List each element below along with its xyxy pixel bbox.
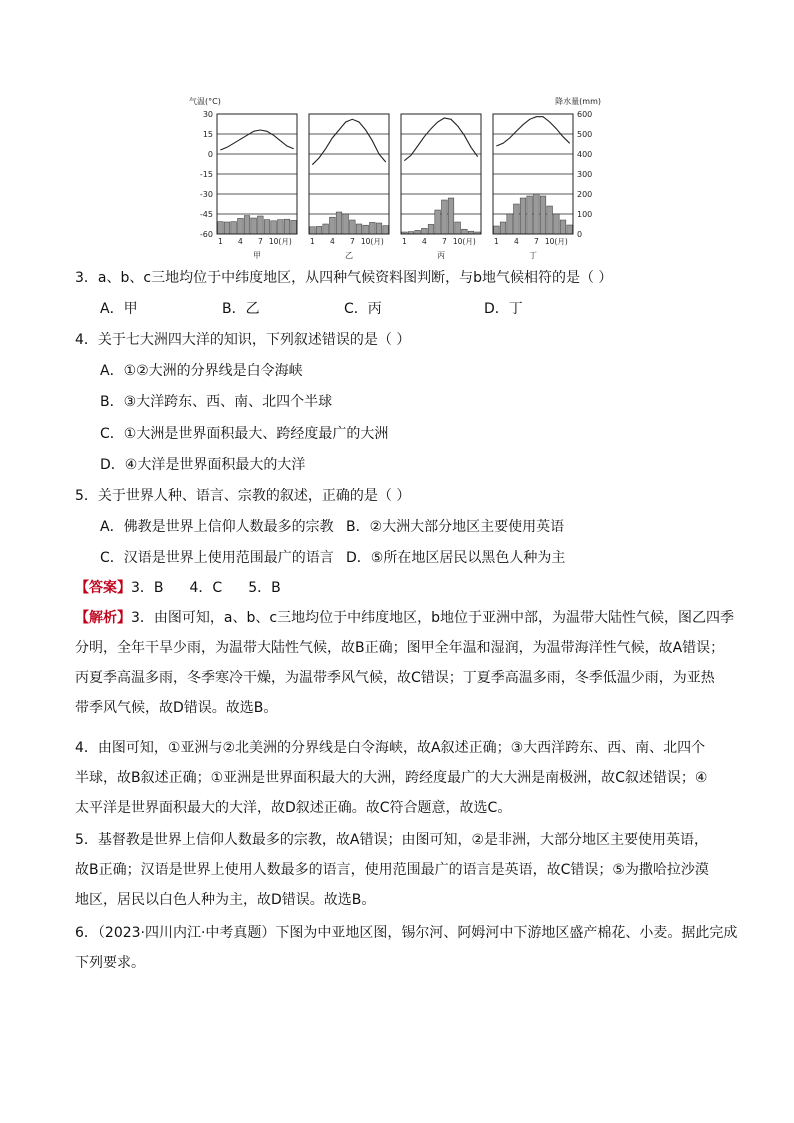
precip-tick-label: 400 [577,150,593,159]
question-5-options-row2 [100,548,565,568]
precip-bar [343,214,349,234]
precip-bar [284,219,290,234]
panel-name: 甲 [253,251,261,260]
q5-option-b: B．②大洲大部分地区主要使用英语 [346,519,565,535]
question-6-line-2: 下列要求。 [75,955,145,971]
precip-bar [278,220,284,234]
question-3-options [100,299,523,319]
month-tick-label: 4 [421,237,427,246]
analysis-5-line-3: 地区，居民以白色人种为主，故D错误。故选B。 [75,892,376,908]
month-tick-label: 7 [257,237,263,246]
month-tick-label: 1 [493,237,499,246]
precip-bar [442,200,448,234]
month-tick-label: 1 [309,237,315,246]
answer-5: 5．B [248,580,281,596]
precip-bar [500,222,506,234]
month-tick-label: 4 [329,237,335,246]
analysis-3-line-2: 分明，全年干旱少雨，为温带大陆性气候，故B正确；图甲全年温和湿润，为温带海洋性气候，故A错误； [75,640,725,656]
precip-bar [560,220,566,234]
analysis-5 [75,825,721,915]
precip-bar [336,212,342,234]
precip-bar [271,221,277,234]
q5-option-d: D．⑤所在地区居民以黑色人种为主 [346,550,566,566]
month-tick-label: 10(月) [360,237,384,246]
panel-name: 乙 [345,251,353,260]
precip-bar [383,226,389,234]
q4-option-b: B．③大洋跨东、西、南、北四个半球 [100,394,333,410]
precip-tick-label: 100 [577,210,593,219]
precip-bar [370,222,376,234]
precip-bar [350,220,356,234]
precip-bar [258,216,264,234]
month-tick-label: 10(月) [268,237,292,246]
precip-bar [310,227,316,234]
temp-tick-label: -60 [199,230,213,239]
temp-tick-label: 15 [202,130,213,139]
panel-name: 丁 [529,251,537,260]
answer-tag: 【答案】 [75,580,131,596]
temp-tick-label: -30 [199,190,213,199]
month-tick-label: 4 [513,237,519,246]
precip-tick-label: 500 [577,130,593,139]
precip-bar [363,225,369,234]
analysis-3 [75,603,734,723]
q5-option-a: A．佛教是世界上信仰人数最多的宗教 [100,519,334,535]
precip-bar [224,222,230,234]
question-6 [75,918,738,978]
panel-name: 丙 [437,251,445,260]
precip-bar [251,218,257,234]
q3-option-a: A．甲 [100,301,138,317]
q4-option-a: A．①②大洲的分界线是白令海峡 [100,363,303,379]
precip-tick-label: 300 [577,170,593,179]
precip-bar [448,198,454,234]
precip-bar [422,228,428,234]
month-tick-label: 1 [217,237,223,246]
precip-bar [323,224,329,234]
precip-bar [316,226,322,234]
precip-tick-label: 0 [577,230,583,239]
question-5-stem: 5．关于世界人种、语言、宗教的叙述，正确的是（ ） [75,488,411,504]
analysis-5-line-1: 5．基督教是世界上信仰人数最多的宗教，故A错误；由图可知，②是非洲，大部分地区主要使用英语， [75,832,709,848]
precip-bar [231,222,237,234]
month-tick-label: 10(月) [452,237,476,246]
answer-4: 4．C [189,580,223,596]
precip-bar [238,218,244,234]
month-tick-label: 7 [349,237,355,246]
month-tick-label: 10(月) [544,237,568,246]
temp-tick-label: -45 [199,210,213,219]
answer-3: 3．B [131,580,164,596]
question-6-line-1: 6．（2023·四川内江·中考真题）下图为中亚地区图，锡尔河、阿姆河中下游地区盛产棉花、小麦。据此完成 [75,925,738,941]
temperature-axis-label: 气温(°C) [189,97,221,106]
q3-option-d: D．丁 [484,301,523,317]
question-3-stem: 3．a、b、c三地均位于中纬度地区，从四种气候资料图判断，与b地气候相符的是（ ） [75,270,613,286]
q4-option-d: D．④大洋是世界面积最大的大洋 [100,457,306,473]
precip-bar [330,217,336,234]
precip-bar [264,220,270,234]
precip-bar [507,214,513,234]
precip-bar [415,230,421,234]
month-tick-label: 4 [237,237,243,246]
q5-option-c: C．汉语是世界上使用范围最广的语言 [100,550,334,566]
precip-bar [291,220,297,234]
precip-bar [567,225,573,234]
temperature-curve [496,117,569,146]
precip-tick-label: 200 [577,190,593,199]
precip-bar [514,204,520,234]
precip-bar [376,223,382,234]
precip-bar [527,196,533,234]
precip-bar [540,196,546,234]
precipitation-axis-label: 降水量(mm) [555,97,601,106]
analysis-4-line-2: 半球，故B叙述正确；①亚洲是世界面积最大的大洲，跨经度最广的大大洲是南极洲，故C叙述错误；④ [75,770,708,786]
temp-tick-label: 0 [207,150,213,159]
precip-bar [218,222,224,234]
precip-bar [462,229,468,234]
precip-bar [435,210,441,234]
analysis-5-line-2: 故B正确；汉语是世界上使用人数最多的语言，使用范围最广的语言是英语，故C错误；⑤为撒哈拉沙漠 [75,862,709,878]
precip-bar [244,216,250,234]
answer-line [75,578,307,598]
month-tick-label: 1 [401,237,407,246]
precip-bar [428,224,434,234]
q3-option-b: B．乙 [222,301,260,317]
precip-bar [455,222,461,234]
question-4-stem: 4．关于七大洲四大洋的知识，下列叙述错误的是（ ） [75,332,411,348]
analysis-3-line-3: 丙夏季高温多雨，冬季寒冷干燥，为温带季风气候，故C错误；丁夏季高温多雨，冬季低温少雨，为亚热 [75,670,715,686]
temp-tick-label: 30 [202,110,213,119]
precip-bar [494,226,500,234]
precip-bar [547,206,553,234]
precip-bar [534,194,540,234]
precip-bar [554,214,560,234]
analysis-4-line-1: 4．由图可知，①亚洲与②北美洲的分界线是白令海峡，故A叙述正确；③大西洋跨东、西、南、北四个 [75,740,706,756]
analysis-3-line-1: 【解析】3．由图可知，a、b、c三地均位于中纬度地区，b地位于亚洲中部，为温带大陆性气候，图乙四季 [75,610,734,626]
temp-tick-label: -15 [199,170,213,179]
analysis-tag: 【解析】 [75,610,131,626]
month-tick-label: 7 [441,237,447,246]
analysis-4-line-3: 太平洋是世界面积最大的大洋，故D叙述正确。故C符合题意，故选C。 [75,800,512,816]
temperature-curve [220,130,293,150]
analysis-4 [75,733,721,823]
q3-option-c: C．丙 [344,301,382,317]
month-tick-label: 7 [533,237,539,246]
analysis-3-line-4: 带季风气候，故D错误。故选B。 [75,700,278,716]
precip-bar [520,198,526,234]
precip-bar [356,224,362,234]
precip-tick-label: 600 [577,110,593,119]
temperature-curve [312,119,385,164]
question-5-options-row1 [100,517,564,537]
q4-option-c: C．①大洲是世界面积最大、跨经度最广的大洲 [100,426,389,442]
climate-charts-figure [185,92,605,262]
